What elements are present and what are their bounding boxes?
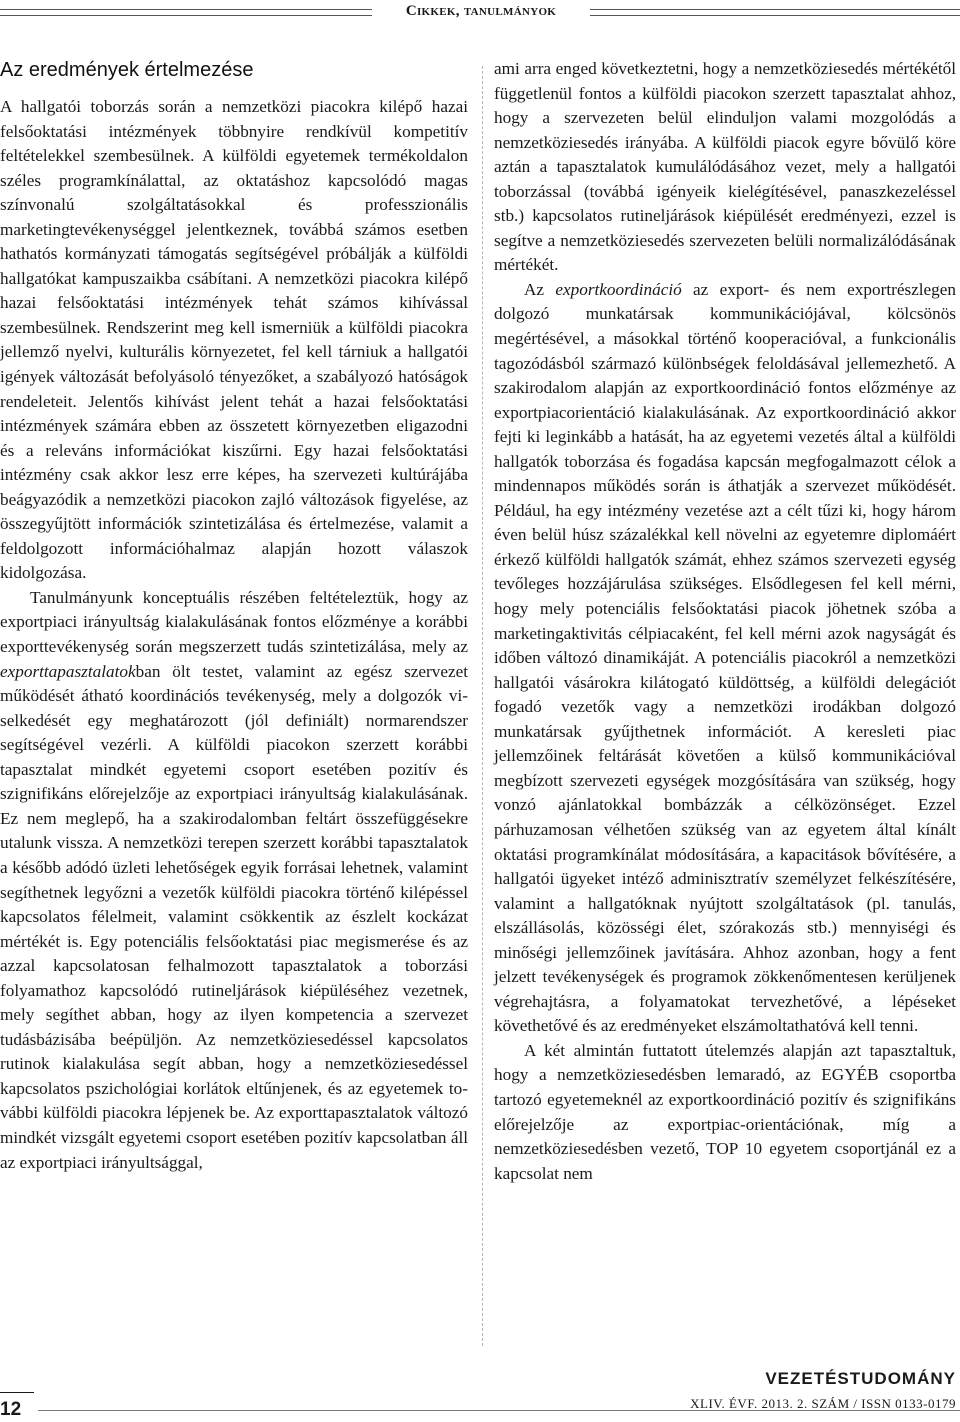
journal-name: VEZETÉSTUDOMÁNY (765, 1369, 956, 1388)
page-number-rule (0, 1392, 34, 1393)
right-paragraph-2-italic-term: exportkoordináció (555, 279, 682, 299)
header-rule-left-lower (0, 15, 372, 16)
right-paragraph-2-text-b: az export- és nem exportrészlegen dolgozó munkatársak kommunikációjával, kölcsönös megértésével, a másokkal történő kooperacióval, a funkcionális tagozódásból származó különbségek feloldásával jellemezhető. A szakirodalom alapján az exportkoordináció fontos előzménye az exportpiacorientáció kialakulásának. Az exportkoordináció akkor fejti ki leginkább a hatását, ha az egyetemi vezetés által a külföldi hallgatók toborzása és fogadása kapcsán megfogalmazott célok a mindennapos működés során is áthatják a szervezet működését. Például, ha egy intézmény vezetése azt a célt tűzi ki, hogy három éven belül húsz százalékkal kell növelni az egyetemre diplomáért érkező külföldi hallgatók számát, ehhez számos szervezeti egység tevőleges hozzájárulása szükséges. Elsődlegesen fel kell mérni, hogy mely potenciális felsőoktatási piacok jöhetnek szóba a marketingaktivitás célpiacaként, fel kell mérni azok nagyságát és időben változó dinamikáját. A potenciális piacokról a nemzetközi hallgatói vásárokra kilátogató küldöttség, a külföldi delegációt fogadó vezetők vagy a nemzetközi irodákban dolgozó munkatársak gyűjthetnek információt. A keresleti piac jellemzőinek feltárását követően a külső kommunikációval megbízott szervezeti egységek mozgósítására van szükség, hogy vonzó ajánlatokkal bombázzák a célközönséget. Ezzel párhuzamosan vélhetően szükség van az egyetem által kínált oktatási programkínálat módosítására, a kapacitások bővítésére, a hallgatói ügyeket intéző adminisztratív személyzet felkészítésére, valamint a hallgatóknak nyújtott szolgáltatások (pl. tanulás, elszállásolás, közösségi élet, szórakozás stb.) mennyiségi és minőségi jellemzőinek javítására. Ahhoz azonban, hogy a fent jelzett tevékenységek és programok zökkenőmentesen kerüljenek végrehajtásra, a folyamatokat tervezhetővé, a lépéseket követhetővé és az eredményeket elszámoltathatóvá kell tenni. (494, 279, 956, 1036)
header-rule-right-lower (590, 15, 960, 16)
left-paragraph-2-text-b: ban ölt testet, valamint az egész szervezet működését átható koordinációs tevékenység, mely a dolgozók viselkedését egy meghatározott (jól definiált) normarendszer segítségével vezérli. A külföldi piacokon szerzett korábbi tapasztalat mindkét egyetemi csoport esetében pozitív és szignifikáns előrejelzője az exportpiaci irányultság kialakulásának. Ez nem meglepő, ha a szakirodalomban feltárt összefüggésekre utalunk vissza. A nemzetközi terepen szerzett korábbi tapasztalatok a később adódó üzleti lehetőségek egyik forrásai lehetnek, valamint segíthetnek legyőzni a vezetők külföldi piacokra történő kilépéssel kapcsolatos félelmeit, valamint csökkentik az észlelt kockázat mértékét is. Egy potenciális felsőoktatási piac megismerése és az azzal kapcsolatosan felhalmozott tapasztalatok a toborzási folyamathoz kapcsolódó rutineljárások kiépüléséhez vezetnek, mely segíthet abban, hogy az ilyen kompetencia a szervezet tudásbázisába beépüljön. Az nemzetköziesedéssel kapcsolatos rutinok kialakulása segít abban, hogy a nemzetköziesedéssel kapcsolatos pszichológiai korlátok eltűnjenek, és az egyetemek további külföldi piacokra lépjenek be. Az exporttapasztalatok változó mindkét vizsgált egyetemi csoport esetében pozitív kapcsolatban áll az exportpiaci irányultsággal, (0, 661, 468, 1172)
right-paragraph-1: ami arra enged következtetni, hogy a nemzetköziesedés mértékétől függetlenül fontos a külföldi piacokon szerzett tapasztalat ahhoz, hogy a szervezeten belül elinduljon valami mozgolódás a nemzetköziesedés irányába. A külföldi piacok egyre bővülő köre aztán a tapasztalatok kumulálódásához vezet, mely a hallgatói toborzással (továbbá igényeik kielégítésével, panaszkezeléssel stb.) kapcsolatos rutineljárások kiépülését eredményezi, ezzel is segítve a nemzetköziesedés szervezeten belüli normalizálódásának mértékét. (494, 59, 956, 275)
left-paragraph-2-text-a: Tanulmányunk konceptuális részében feltételeztük, hogy az exportpiaci irányultság kialakulásának fontos előzménye a korábbi exporttevékenység során megszerzett tudás szintetizálása, mely az (0, 587, 468, 657)
right-column (494, 57, 956, 1186)
running-head: Cikkek, tanulmányok (405, 3, 557, 19)
left-paragraph-1: A hallgatói toborzás során a nemzetközi piacokra kilépő hazai felsőoktatási intézmények többnyire rendkívül kompetitív feltételekkel szembesülnek. A külföldi egyetemek termékoldalon széles programkínálattal, az oktatáshoz kapcsolódó magas színvonalú szolgáltatásokkal és professzionális marketingtevékenységgel jelentkeznek, továbbá számos esetben hathatós kormányzati támogatás segítségével próbálják a külföldi hallgatókat kampuszaikba csábítani. A nemzetközi piacokra kilépő hazai felsőoktatási intézmények tehát számos kihívással szembesülnek. Rendszerint meg kell ismerniük a külföldi piacokra jellemző nyelvi, kulturális környezetet, fel kell tárniuk a hallgatói igények változását befolyásoló tényezőket, a szabályozó hatóságok rendeleteit. Jelentős kihívást jelent tehát a hazai felsőoktatási intézmények számára ebben az összetett környezetben eligazodni és a releváns információkat kiszűrni. Egy hazai felsőoktatási intézmény csak akkor lesz erre képes, ha szervezeti kultúrájába beágyazódik a nemzetközi piacokon zajló változások figyelése, az összegyűjtött információk szintetizálása és értelmezése, valamit a feldolgozott információhalmaz alapján hozott válaszok kidolgozása. (0, 97, 468, 583)
right-paragraph-2-text-a: Az (524, 279, 556, 299)
journal-issue: XLIV. ÉVF. 2013. 2. SZÁM / ISSN 0133-0179 (690, 1396, 956, 1411)
left-paragraph-2 (0, 586, 468, 1175)
right-paragraph-2 (494, 278, 956, 1039)
left-column (0, 56, 468, 1175)
right-paragraph-3: A két almintán futtatott útelemzés alapján azt tapasztaltuk, hogy a nemzetköziesedésben lemaradó, az EGYÉB csoportba tartozó egyetemeknél az exportkoordináció pozitív és szignifikáns előrejelzője az exportpiac-orientációnak, míg a nemzetköziesedésben vezető, TOP 10 egyetem csoportjánál ez a kapcsolat nem (494, 1040, 956, 1183)
section-title: Az eredmények értelmezése (0, 59, 254, 81)
left-paragraph-2-italic-term: exporttapasztalatok (0, 661, 136, 681)
header-rule-right (590, 9, 960, 10)
page-number: 12 (0, 1399, 22, 1420)
header-rule-left (0, 9, 372, 10)
column-divider (482, 66, 483, 1346)
